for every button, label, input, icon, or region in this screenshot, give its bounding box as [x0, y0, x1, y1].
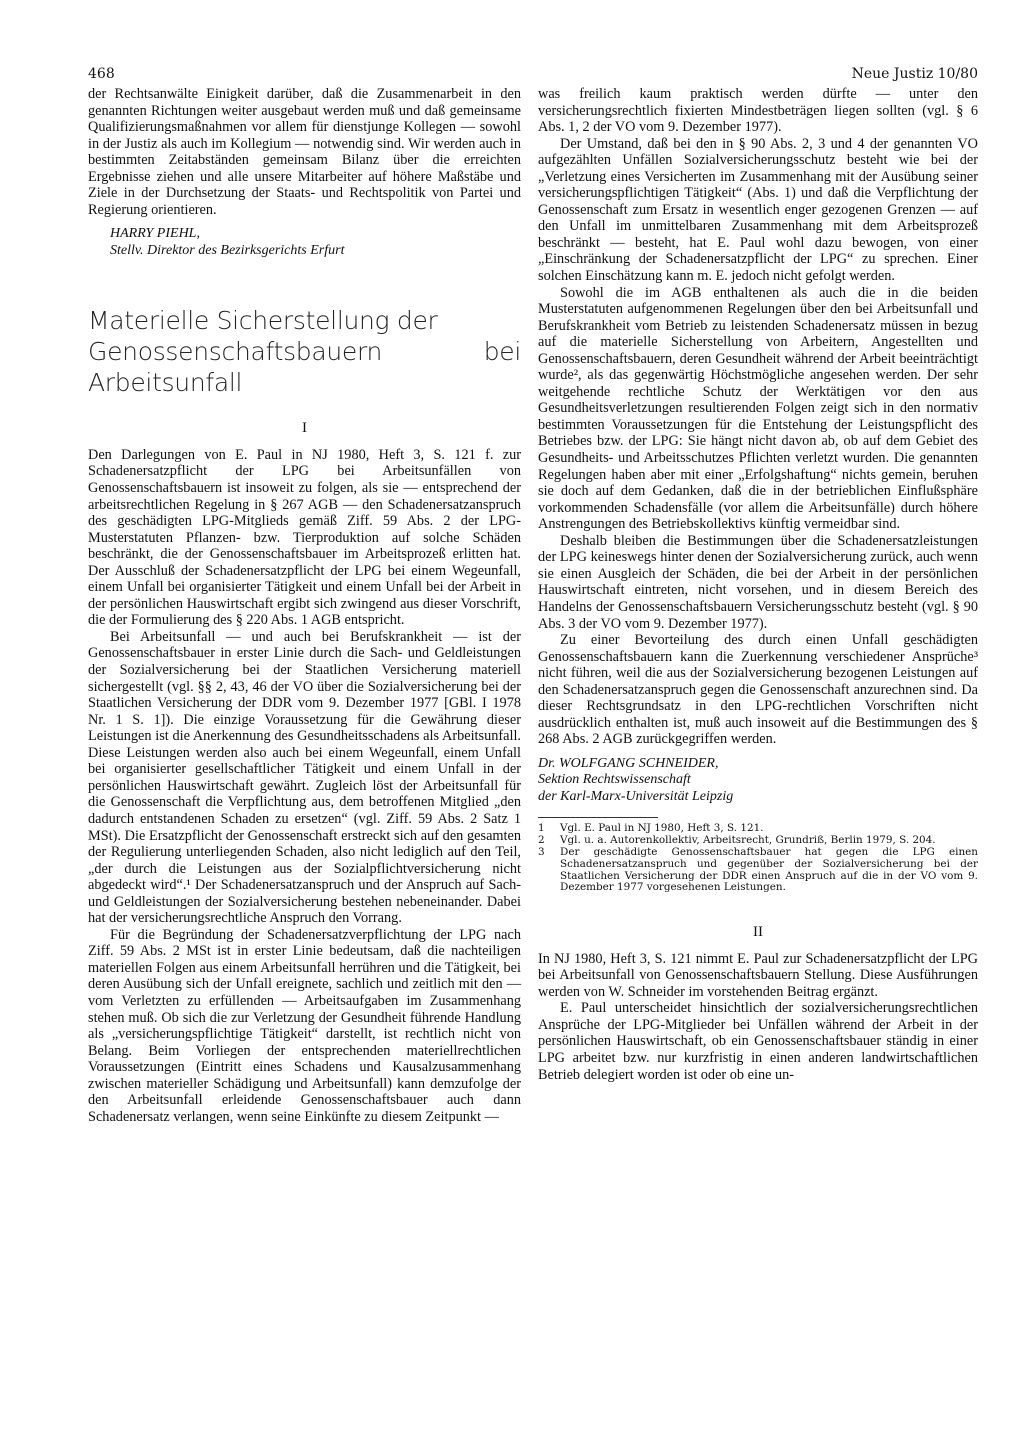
page-number: 468 [88, 66, 115, 82]
article-title [88, 305, 521, 398]
section-number-1: I [302, 420, 307, 437]
footnote-number: 2 [538, 834, 545, 847]
footnote-text: Der geschädigte Genossenschaftsbauer hat gegen die LPG einen Schadenersatzanspruch und gegenüber der Sozialversicherung bei der Staatlichen Versicherung der DDR einen Anspruch auf die in der VO vom 9. Dezember 1977 vorgesehenen Leistungen. [560, 845, 978, 894]
body-paragraph: Sowohl die im AGB enthaltenen als auch die in die beiden Musterstatuten aufgenommenen Regelungen über den bei Arbeitsunfall und Berufskrankheit vom Betrieb zu leistenden Schadenersatz müssen in bezug auf die materielle Sicherstellung von Arbeitern, Angestellten und Genossenschaftsbauern, deren Gesundheit während der Arbeit beeinträchtigt wurde², als das gegenwärtig Höchstmögliche angesehen werden. Der sehr weitgehende rechtliche Schutz der Werktätigen vor den aus Gesundheitsverletzungen resultierenden Folgen zeigt sich in den normativ bestimmten Voraussetzungen für die Entstehung der Leistungspflicht des Betriebes bzw. der LPG: Sie hängt nicht davon ab, ob auf dem Gebiet des Gesundheits- und Arbeitsschutzes Pflichten verletzt wurden. Die genannten Regelungen haben aber mit einer „Erfolgshaftung“ nichts gemein, beruhen sie doch auf dem Gedanken, daß die in der betrieblichen Einflußsphäre vorkommenden Schadensfälle (vor allem die Arbeitsunfälle) durch höhere Anstrengungen des Betriebskollektivs künftig vermeidbar sind. [538, 284, 978, 533]
body-paragraph: In NJ 1980, Heft 3, S. 121 nimmt E. Paul zur Schadenersatzpflicht der LPG bei Arbeitsunfall von Genossenschaftsbauern Stellung. Diese Ausführungen werden von W. Schneider im vorstehenden Beitrag ergänzt. [538, 950, 978, 1000]
author-signature-1 [88, 226, 521, 259]
article-title-line-2: Genossenschaftsbauern bei Arbeitsunfall [88, 337, 521, 398]
author-affiliation: Sektion Rechtswissenschaft [538, 772, 691, 788]
author-signature-2 [538, 756, 978, 806]
right-column [538, 86, 978, 1083]
left-column [88, 86, 521, 1125]
body-paragraph: Zu einer Bevorteilung des durch einen Unfall geschädigten Genossenschaftsbauern kann die Zuerkennung verschiedener Ansprüche³ nicht führen, weil die aus der Sozialversicherung bezogenen Leistungen auf den Schadenersatzanspruch gegen die Genossenschaft anzurechnen sind. Da dieser Rechtsgrundsatz in den LPG-rechtlichen Vorschriften nicht ausdrücklich enthalten ist, muß auch insoweit auf die Bestimmungen des § 268 Abs. 2 AGB zurückgegriffen werden. [538, 632, 978, 748]
intro-paragraph: der Rechtsanwälte Einigkeit darüber, daß die Zusammenarbeit in den genannten Richtungen weiter ausgebaut werden muß und daß gemeinsame Qualifizierungsmaßnahmen vor allem für dienstjunge Kollegen — sowohl in der Justiz als auch im Kollegium — notwendig sind. Wir werden auch in bestimmten Zeitabständen gemeinsam Bilanz über die erreichten Ergebnisse ziehen und alle unsere Mitarbeiter auf höhere Maßstäbe und Ziele in der Durchsetzung der Staats- und Rechtspolitik von Partei und Regierung orientieren. [88, 86, 521, 218]
footnote-number: 1 [538, 822, 545, 835]
footnotes [538, 823, 978, 894]
section-number-2: II [753, 924, 763, 941]
footnote-number: 3 [538, 845, 545, 858]
page-header [88, 62, 978, 86]
body-paragraph: Deshalb bleiben die Bestimmungen über die Schadenersatzleistungen der LPG keineswegs hinter denen der Sozialversicherung zurück, auch wenn sie einen Ausgleich der Schäden, die bei der Arbeit in der persönlichen Hauswirtschaft eintreten, nicht vorsehen, und in diesem Bereich des Handelns der Genossenschaftsbauern Versicherungsschutz besteht (vgl. § 90 Abs. 3 der VO vom 9. Dezember 1977). [538, 532, 978, 632]
footnote-text: Vgl. u. a. Autorenkollektiv, Arbeitsrecht, Grundriß, Berlin 1979, S. 204. [560, 834, 936, 847]
author-name: Dr. WOLFGANG SCHNEIDER, [538, 755, 719, 771]
author-affiliation: der Karl-Marx-Universität Leipzig [538, 788, 734, 804]
footnote-text: Vgl. E. Paul in NJ 1980, Heft 3, S. 121. [560, 822, 764, 835]
body-paragraph: Der Umstand, daß bei den in § 90 Abs. 2, 3 und 4 der genannten VO aufgezählten Unfällen Sozialversicherungsschutz besteht wie bei der „Verletzung eines Versicherten im Zusammenhang mit der Ausübung seiner versicherungspflichtigen Tätigkeit“ (Abs. 1) und daß die Verpflichtung der Genossenschaft zum Ersatz in wesentlich enger gezogenen Grenzen — auf den Unfall im unmittelbaren Zusammenhang mit dem Arbeitsprozeß beschränkt — besteht, hat E. Paul wohl dazu bewogen, von einer „Einschränkung der Schadenersatzpflicht der LPG“ zu sprechen. Einer solchen Einschätzung kann m. E. jedoch nicht gefolgt werden. [538, 135, 978, 285]
body-paragraph: Den Darlegungen von E. Paul in NJ 1980, Heft 3, S. 121 f. zur Schadenersatzpflicht der LPG bei Arbeitsunfällen von Genossenschaftsbauern ist insoweit zu folgen, als sie — entsprechend der arbeitsrechtlichen Regelung in § 267 AGB — den Schadenersatzanspruch des geschädigten LPG-Mitglieds gemäß Ziff. 59 Abs. 2 der LPG-Musterstatuten Pflanzen- bzw. Tierproduktion auf solche Schäden beschränkt, die der Genossenschaftsbauer im Arbeitsprozeß erlitten hat. Der Ausschluß der Schadenersatzpflicht der LPG bei einem Wegeunfall, einem Unfall bei organisierter Tätigkeit und einem Unfall bei der Arbeit in der persönlichen Hauswirtschaft ergibt sich zwingend aus dieser Vorschrift, die der Formulierung des § 220 Abs. 1 AGB entspricht. [88, 446, 521, 629]
author-name: HARRY PIEHL, [110, 226, 200, 242]
body-paragraph: Für die Begründung der Schadenersatzverpflichtung der LPG nach Ziff. 59 Abs. 2 MSt ist in erster Linie bedeutsam, daß die nachteiligen materiellen Folgen aus einem Arbeitsunfall herrühren und die Tätigkeit, bei deren Ausübung sich der Unfall ereignete, sachlich und zeitlich mit den — vom Verletzten zu erfüllenden — Arbeitsaufgaben im Zusammenhang stehen muß. Ob sich die zur Verletzung der Gesundheit führende Handlung als „versicherungspflichtige Tätigkeit“ darstellt, ist rechtlich nicht von Belang. Beim Vorliegen der entsprechenden materiellrechtlichen Voraussetzungen (Eintritt eines Schadens und Kausalzusammenhang zwischen materieller Schädigung und Arbeitsunfall) kann demzufolge der den Arbeitsunfall erleidende Genossenschaftsbauer auch dann Schadenersatz verlangen, wenn seine Einkünfte zu diesem Zeitpunkt — [88, 926, 521, 1125]
footnote [538, 847, 978, 894]
body-paragraph: E. Paul unterscheidet hinsichtlich der sozialversicherungsrechtlichen Ansprüche der LPG-Mitglieder bei Unfällen während der Arbeit in der persönlichen Hauswirtschaft, ob ein Genossenschaftsbauer ständig in einer LPG arbeitet bzw. nur kurzfristig in einen anderen landwirtschaftlichen Betrieb delegiert worden ist oder ob eine un- [538, 1000, 978, 1083]
body-paragraph: Bei Arbeitsunfall — und auch bei Berufskrankheit — ist der Genossenschaftsbauer in erster Linie durch die Sach- und Geldleistungen der Sozialversicherung bei der Staatlichen Versicherung materiell sichergestellt (vgl. §§ 2, 43, 46 der VO über die Sozialversicherung bei der Staatlichen Versicherung der DDR vom 9. Dezember 1977 [GBl. I 1978 Nr. 1 S. 1]). Die einzige Voraussetzung für die Gewährung dieser Leistungen ist die Anerkennung des Gesundheitsschadens als Arbeitsunfall. Diese Leistungen werden also auch bei einem Wegeunfall, einem Unfall bei organisierter gesellschaftlicher Tätigkeit und einem Unfall in der persönlichen Hauswirtschaft gewährt. Zugleich löst der Arbeitsunfall für die Genossenschaft die Verpflichtung aus, dem betroffenen Mitglied „den dadurch entstandenen Schaden zu ersetzen“ (vgl. Ziff. 59 Abs. 2 Satz 1 MSt). Die Ersatzpflicht der Genossenschaft erstreckt sich auf den gesamten der Regulierung unterliegenden Schaden, also nicht lediglich auf den Teil, „der durch die Leistungen aus der Sozialpflichtversicherung nicht abgedeckt wird“.¹ Der Schadenersatzanspruch und der Anspruch auf Sach- und Geldleistungen der Sozialversicherung bestehen nebeneinander. Dabei hat der versicherungsrechtliche Anspruch den Vorrang. [88, 628, 521, 927]
journal-issue: Neue Justiz 10/80 [851, 66, 978, 82]
body-paragraph: was freilich kaum praktisch werden dürfte — unter den versicherungsrechtlich fixierten Mindestbeträgen liegen sollten (vgl. § 6 Abs. 1, 2 der VO vom 9. Dezember 1977). [538, 86, 978, 136]
article-title-line-1: Materielle Sicherstellung der [88, 306, 438, 336]
footnote-divider [538, 817, 658, 818]
author-affiliation: Stellv. Direktor des Bezirksgerichts Erfurt [110, 242, 345, 258]
